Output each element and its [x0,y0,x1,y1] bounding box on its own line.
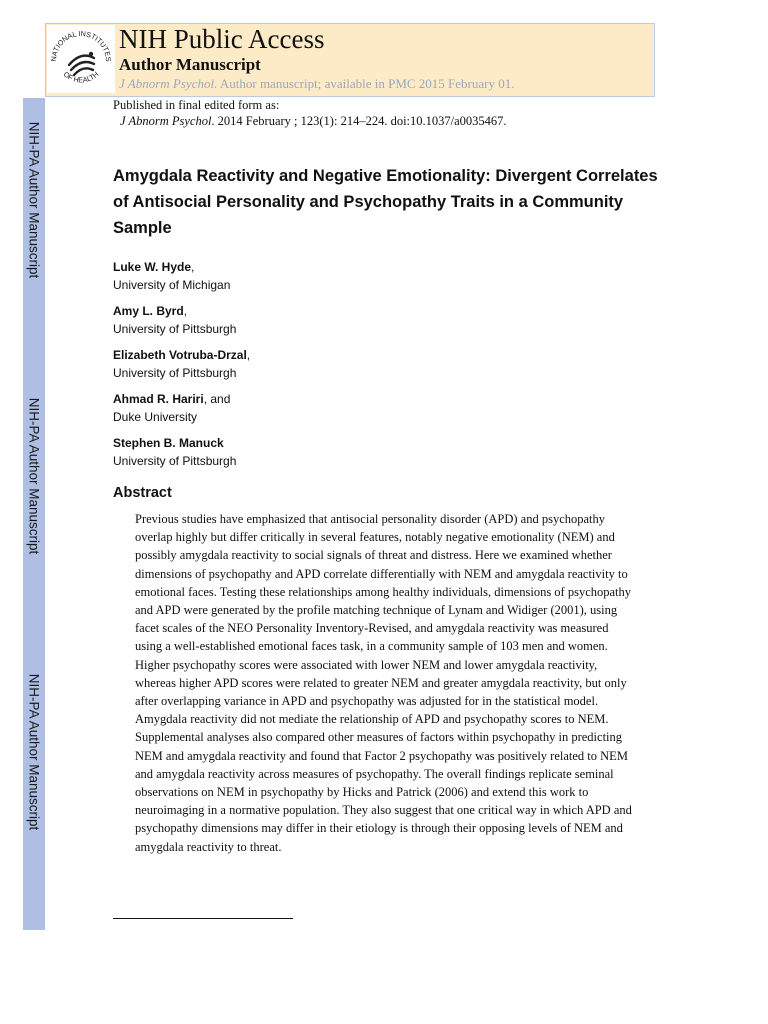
published-label: Published in final edited form as: [113,98,280,112]
abstract-text: Previous studies have emphasized that antisocial personality disorder (APD) and psychopathy overlap highly but differ critically in several features, notably negative emotionality (NEM) and possibly amygdala reactivity to social signals of threat and distress. Here we examined whether dimensions of psychopathy and APD correlate differentially with NEM and amygdala reactivity to emotional faces. Testing these relationships among healthy individuals, dimensions of psychopathy and APD were generated by the profile matching technique of Lynam and Widiger (2001), using facet scales of the NEO Personality Inventory-Revised, and amygdala reactivity was measured using a well-established emotional faces task, in a community sample of 103 men and women. Higher psychopathy scores were associated with lower NEM and lower amygdala reactivity, whereas higher APD scores were related to greater NEM and greater amygdala reactivity, but only after overlapping variance in APD and psychopathy was adjusted for in the statistical model. Amygdala reactivity did not mediate the relationship of APD and psychopathy scores to NEM. Supplemental analyses also compared other measures of factors within psychopathy in predicting NEM and amygdala reactivity and found that Factor 2 psychopathy was positively related to NEM and amygdala reactivity across measures of psychopathy. The overall findings replicate seminal observations on NEM in psychopathy by Hicks and Patrick (2006) and extend this work to neuroimaging in a normative population. They also suggest that one critical way in which APD and psychopathy dimensions may differ in their etiology is through their opposing levels of NEM and amygdala reactivity to threat. [135,512,632,854]
article-title: Amygdala Reactivity and Negative Emotionality: Divergent Correlates of Antisocial Personality and Psychopathy Traits in a Community Sample [113,167,658,237]
nih-logo [47,25,115,93]
svg-text:OF HEALTH: OF HEALTH [61,69,101,85]
author-entry: Luke W. Hyde, University of Michigan [113,260,231,292]
author-name: Ahmad R. Hariri [113,392,204,406]
abstract-heading: Abstract [113,485,172,501]
author-name: Amy L. Byrd [113,304,184,318]
availability-line: J Abnorm Psychol. Author manuscript; available in PMC 2015 February 01. [119,76,515,91]
author-entry: Ahmad R. Hariri, and Duke University [113,392,231,424]
author-affiliation: University of Pittsburgh [113,322,237,336]
author-manuscript-label: Author Manuscript [119,55,261,74]
author-entry: Amy L. Byrd, University of Pittsburgh [113,304,237,336]
footnote-divider [113,918,293,919]
author-entry [113,434,236,470]
author-name: Elizabeth Votruba-Drzal [113,348,247,362]
author-name: Stephen B. Manuck [113,436,224,450]
publication-citation: J Abnorm Psychol. 2014 February ; 123(1): 214–224. doi:10.1037/a0035467. [120,114,507,128]
author-affiliation: University of Pittsburgh [113,366,237,380]
author-affiliation: Duke University [113,410,198,424]
author-affiliation: University of Michigan [113,278,231,292]
nih-public-access-title: NIH Public Access [119,24,325,54]
author-entry: Elizabeth Votruba-Drzal, University of Pittsburgh [113,348,251,380]
svg-text:NATIONAL INSTITUTES: NATIONAL INSTITUTES [48,28,114,62]
author-name: Luke W. Hyde [113,260,192,274]
nih-seal-icon [47,25,115,93]
author-affiliation: University of Pittsburgh [113,454,237,468]
